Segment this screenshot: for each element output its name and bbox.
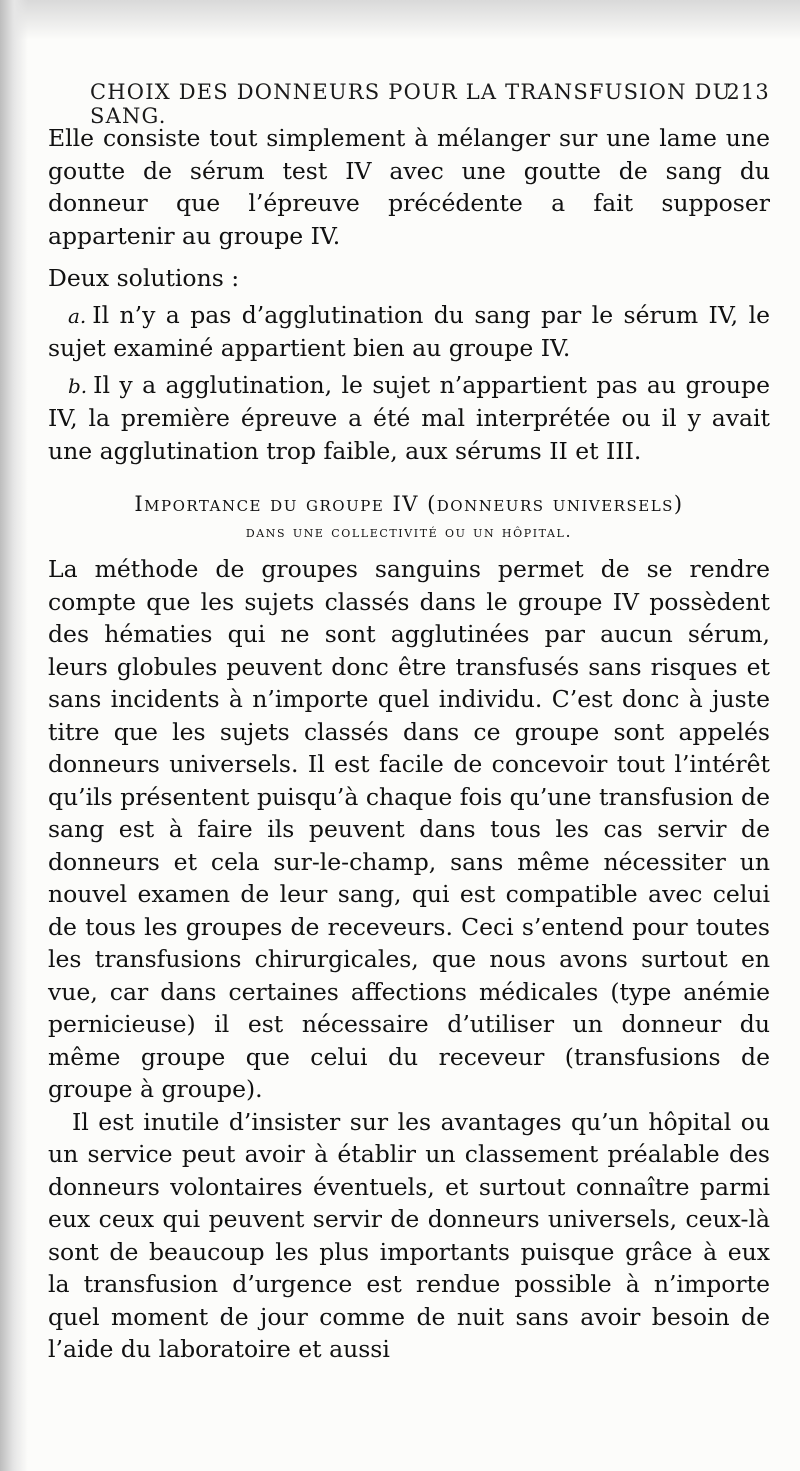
page-binding-shadow [0, 0, 28, 1471]
paragraph-3: La méthode de groupes sanguins permet de se rendre compte que les sujets classés dans le groupe IV possèdent des hématies qui ne sont agglutinées par aucun sérum, leurs globules peuvent donc être transfusés sans risques et sans incidents à n’importe quel individu. C’est donc à juste titre que les sujets classés dans ce groupe sont appelés donneurs universels. Il est facile de concevoir tout l’intérêt qu’ils présentent puisqu’à chaque fois qu’une transfusion de sang est à faire ils peuvent dans tous les cas servir de donneurs et cela sur-le-champ, sans même nécessiter un nouvel examen de leur sang, qui est compatible avec celui de tous les groupes de receveurs. Ceci s’entend pour toutes les transfusions chirurgicales, que nous avons surtout en vue, car dans certaines affections médicales (type anémie pernicieuse) il est nécessaire d’utiliser un donneur du même groupe que celui du receveur (transfusions de groupe à groupe). [48, 555, 770, 1103]
list-item-a-label: a. [68, 303, 87, 328]
paragraph-2: Deux solutions : [48, 264, 240, 292]
list-item-a-text: Il n’y a pas d’agglutination du sang par le sérum IV, le sujet examiné appartient bien au groupe IV. [48, 300, 770, 362]
page-number: 213 [726, 80, 770, 104]
list-item-b-text: Il y a agglutination, le sujet n’appartient pas au groupe IV, la première épreuve a été mal interprétée ou il y avait une agglutination trop faible, aux sérums II et III. [48, 370, 770, 465]
section-heading: Importance du groupe IV (donneurs universels) [134, 492, 684, 516]
page-body [48, 122, 770, 1366]
list-item-b-label: b. [68, 373, 88, 398]
section-subheading: dans une collectivité ou un hôpital. [245, 522, 573, 541]
paragraph-4: Il est inutile d’insister sur les avantages qu’un hôpital ou un service peut avoir à établir un classement préalable des donneurs volontaires éventuels, et surtout connaître parmi eux ceux qui peuvent servir de donneurs universels, ceux-là sont de beaucoup les plus importants puisque grâce à eux la transfusion d’urgence est rendue possible à n’importe quel moment de jour comme de nuit sans avoir besoin de l’aide du laboratoire et aussi [48, 1107, 770, 1363]
list-item-b [48, 369, 770, 468]
paragraph-1: Elle consiste tout simplement à mélanger sur une lame une goutte de sérum test IV avec une goutte de sang du donneur que l’épreuve précédente a fait supposer appartenir au groupe IV. [48, 124, 770, 250]
running-title: CHOIX DES DONNEURS POUR LA TRANSFUSION DU SANG. [90, 80, 732, 128]
list-item-a [48, 299, 770, 365]
running-header [90, 80, 770, 128]
page-top-shadow [0, 0, 800, 40]
